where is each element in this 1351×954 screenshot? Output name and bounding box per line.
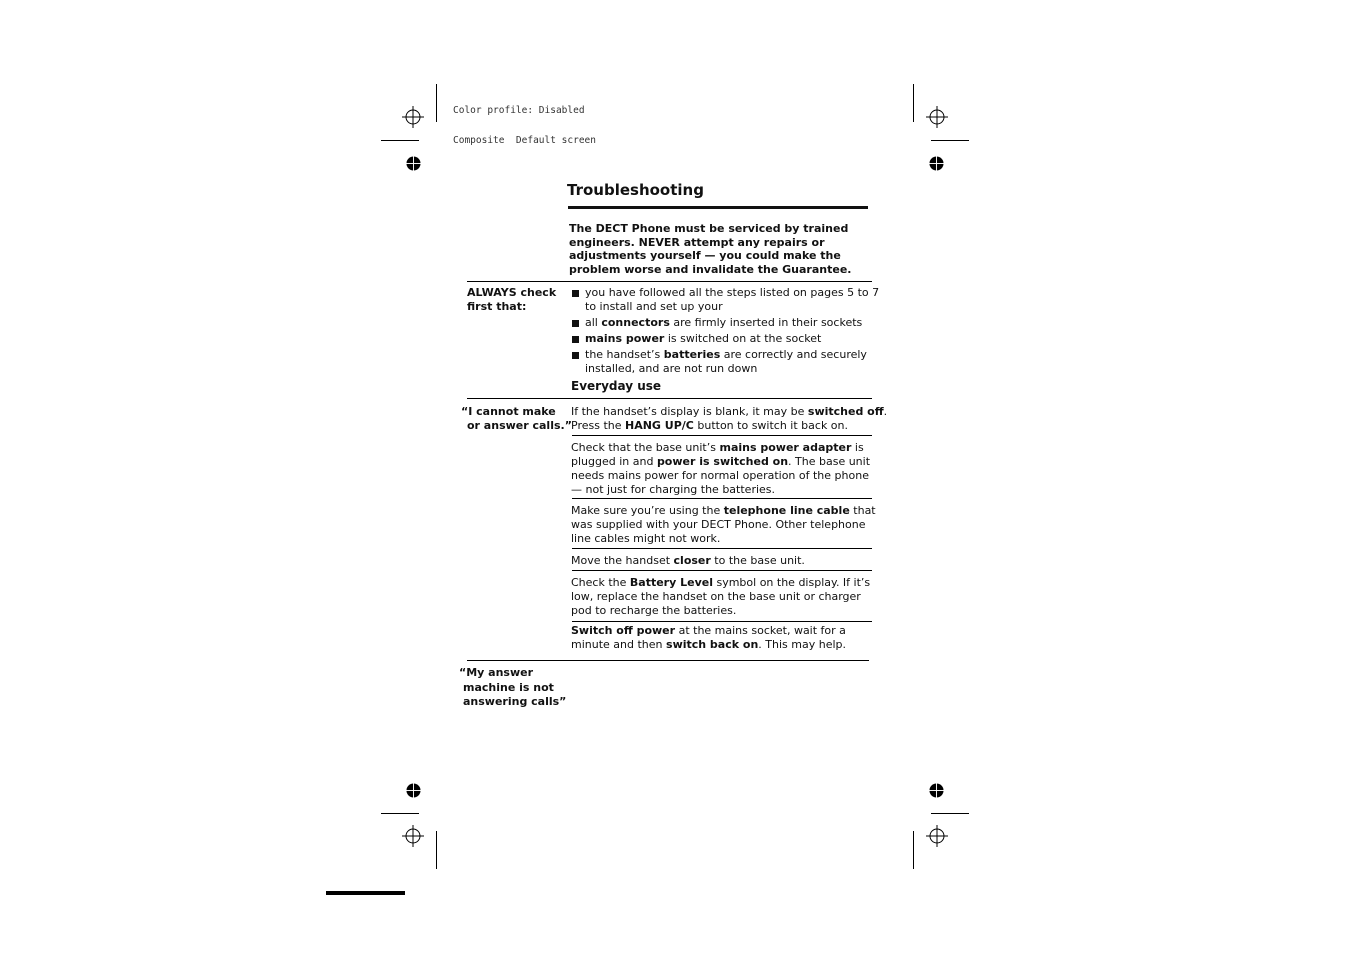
bullet-square-icon: [572, 290, 579, 297]
solution-item: Move the handset closer to the base unit.: [571, 554, 805, 567]
solution-item: Check the Battery Level symbol on the display. If it’s low, replace the handset on the base unit or charger pod to recharge the batteries.: [571, 576, 871, 617]
registration-target-icon: [402, 106, 424, 128]
bullet-square-icon: [572, 336, 579, 343]
list-item: mains power is switched on at the socket: [585, 332, 822, 345]
registration-target-icon: [926, 106, 948, 128]
title-rule: [568, 206, 868, 209]
bullet-square-icon: [572, 320, 579, 327]
list-item: all connectors are firmly inserted in their sockets: [585, 316, 863, 329]
registration-target-icon: [926, 825, 948, 847]
print-header-line1: Color profile: Disabled: [453, 105, 585, 116]
problem-label: “I cannot make or answer calls.”: [461, 405, 572, 432]
service-warning: The DECT Phone must be serviced by trained engineers. NEVER attempt any repairs or adjustments yourself — you could make the problem worse and invalidate the Guarantee.: [569, 222, 852, 277]
bullet-square-icon: [572, 352, 579, 359]
registration-dot-icon: [929, 156, 944, 171]
registration-dot-icon: [929, 783, 944, 798]
always-check-label: ALWAYS check first that:: [467, 286, 557, 313]
print-header-line2: Composite Default screen: [453, 135, 596, 146]
page-title: Troubleshooting: [567, 181, 704, 199]
section-heading: Everyday use: [571, 379, 662, 393]
print-header: [453, 86, 596, 156]
problem-label: “My answer machine is not answering calls”: [459, 666, 567, 709]
list-item: you have followed all the steps listed on pages 5 to 7 to install and set up your: [585, 286, 880, 313]
solution-item: Check that the base unit’s mains power adapter is plugged in and power is switched on. The base unit needs mains power for normal operation of the phone — not just for charging the batteries.: [571, 441, 871, 496]
solution-item: If the handset’s display is blank, it may be switched off. Press the HANG UP/C button to switch it back on.: [571, 405, 888, 432]
registration-dot-icon: [406, 156, 421, 171]
list-item: the handset’s batteries are correctly and securely installed, and are not run down: [585, 348, 867, 375]
solution-item: Switch off power at the mains socket, wait for a minute and then switch back on. This may help.: [571, 624, 847, 651]
registration-dot-icon: [406, 783, 421, 798]
registration-target-icon: [402, 825, 424, 847]
solution-item: Make sure you’re using the telephone line cable that was supplied with your DECT Phone. Other telephone line cables might not work.: [571, 504, 876, 545]
